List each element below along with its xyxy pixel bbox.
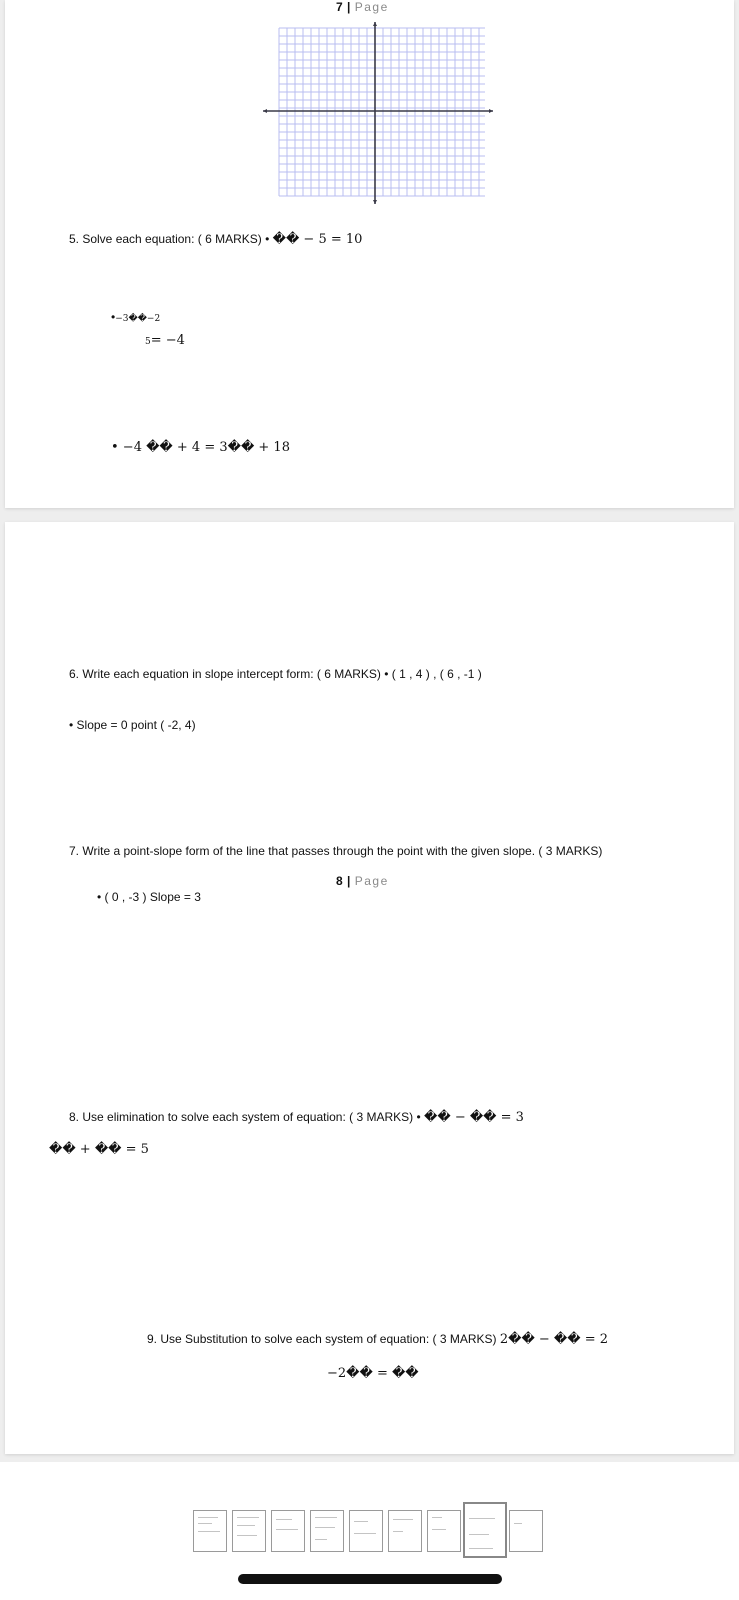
home-indicator-bar[interactable] xyxy=(238,1574,502,1584)
page-thumbnail-8-current[interactable] xyxy=(463,1502,507,1558)
q5-fraction-numerator: •−3��−2 xyxy=(111,310,161,324)
page-thumbnail-3[interactable] xyxy=(271,1510,305,1552)
grid-lines xyxy=(279,28,485,196)
question-7: 7. Write a point-slope form of the line that passes through the point with the given slope. ( 3 MARKS) xyxy=(69,844,603,858)
q5-equation-3: • −4 �� + 4 = 3�� + 18 xyxy=(111,440,290,455)
page-thumbnail-6[interactable] xyxy=(388,1510,422,1552)
question-5: 5. Solve each equation: ( 6 MARKS) • �� − 5 = 10 xyxy=(69,232,363,247)
q5-fraction-equation: 5= −4 xyxy=(145,333,185,348)
question-8: 8. Use elimination to solve each system of equation: ( 3 MARKS) • �� − �� = 3 xyxy=(69,1110,524,1125)
page-thumbnail-9[interactable] xyxy=(509,1510,543,1552)
q8-equation-2: �� + �� = 5 xyxy=(49,1142,149,1157)
q6-bullet-2: • Slope = 0 point ( -2, 4) xyxy=(69,718,196,732)
y-axis-down-arrow-icon xyxy=(373,200,377,204)
page-thumbnail-2[interactable] xyxy=(232,1510,266,1552)
question-6: 6. Write each equation in slope intercept form: ( 6 MARKS) • ( 1 , 4 ) , ( 6 , -1 ) xyxy=(69,667,482,681)
coordinate-grid xyxy=(263,20,495,208)
page-number-8: 8 | Page xyxy=(336,874,389,888)
page-thumbnail-1[interactable] xyxy=(193,1510,227,1552)
page-thumbnail-4[interactable] xyxy=(310,1510,344,1552)
q9-equation-2: −2�� = �� xyxy=(327,1366,419,1381)
page-thumbnail-5[interactable] xyxy=(349,1510,383,1552)
page-number-7: 7 | Page xyxy=(336,0,389,14)
x-axis-right-arrow-icon xyxy=(489,109,493,113)
document-page-8 xyxy=(5,522,734,1454)
y-axis-up-arrow-icon xyxy=(373,22,377,26)
q7-bullet: • ( 0 , -3 ) Slope = 3 xyxy=(97,890,201,904)
question-9: 9. Use Substitution to solve each system of equation: ( 3 MARKS) 2�� − �� = 2 xyxy=(147,1332,609,1347)
page-thumbnail-7[interactable] xyxy=(427,1510,461,1552)
document-page-7 xyxy=(5,0,734,508)
x-axis-left-arrow-icon xyxy=(263,109,267,113)
